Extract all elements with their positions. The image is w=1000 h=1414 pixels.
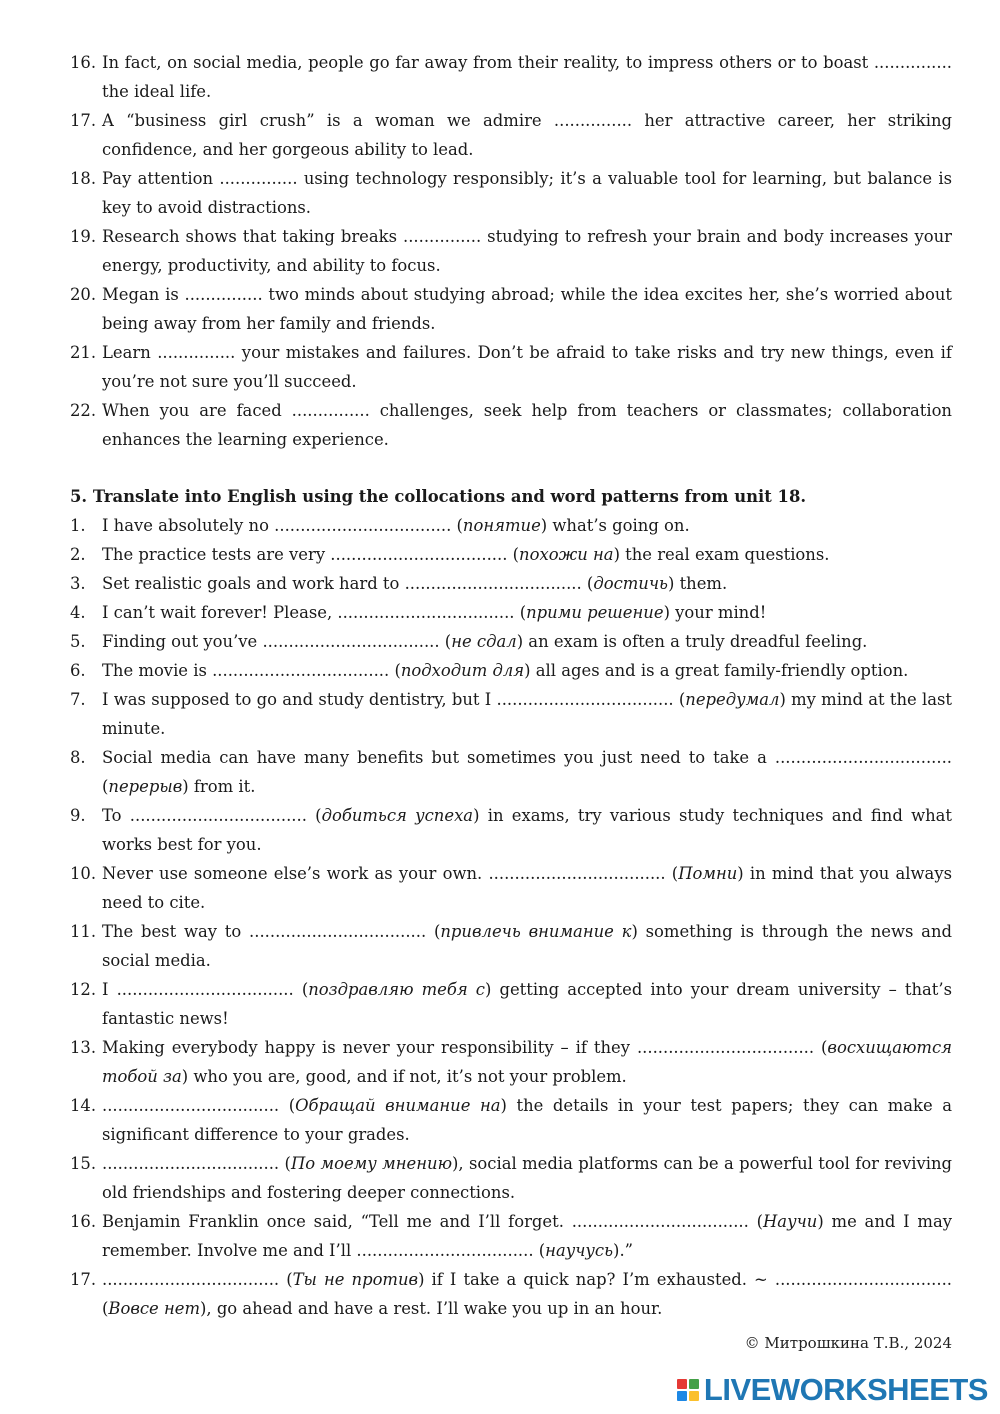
- item-text: [102, 540, 952, 569]
- item-number: 18.: [70, 169, 97, 188]
- sentence-fragment: ) them.: [667, 574, 728, 593]
- item-text: [102, 1265, 952, 1323]
- sentence-fragment: In fact, on social media, people go far away from their reality, to impress others or to boast ............... the ideal life.: [102, 53, 952, 101]
- item-number: 7.: [70, 690, 86, 709]
- sentence-fragment: .................................. (: [102, 1154, 291, 1173]
- sentence-fragment: .................................. (: [102, 1096, 296, 1115]
- list-item: [70, 917, 952, 975]
- logo-square: [689, 1379, 699, 1389]
- item-number: 13.: [70, 1038, 97, 1057]
- sentence-fragment: Set realistic goals and work hard to .................................. (: [102, 574, 594, 593]
- sentence-fragment: I can’t wait forever! Please, .................................. (: [102, 603, 527, 622]
- sentence-fragment: ) in mind that you always need to cite.: [102, 864, 952, 912]
- item-text: [102, 975, 952, 1033]
- sentence-fragment: Making everybody happy is never your responsibility – if they .................................. (: [102, 1038, 828, 1057]
- russian-hint: поздравляю тебя с: [308, 980, 485, 999]
- sentence-fragment: Megan is ............... two minds about studying abroad; while the idea excites her, she’s worried about being away from her family and friends.: [102, 285, 952, 333]
- list-item: [70, 1149, 952, 1207]
- item-text: [102, 48, 952, 106]
- item-text: [102, 164, 952, 222]
- item-text: [102, 569, 952, 598]
- liveworksheets-logo-icon: [677, 1379, 699, 1401]
- item-number: 19.: [70, 227, 97, 246]
- sentence-fragment: The movie is .................................. (: [102, 661, 401, 680]
- russian-hint: По моему мнению: [290, 1154, 453, 1173]
- list-item: [70, 338, 952, 396]
- item-number: 2.: [70, 545, 86, 564]
- item-text: [102, 685, 952, 743]
- item-number: 14.: [70, 1096, 97, 1115]
- item-text: [102, 656, 952, 685]
- item-text: [102, 1207, 952, 1265]
- sentence-fragment: ) an exam is often a truly dreadful feeling.: [516, 632, 868, 651]
- sentence-fragment: Research shows that taking breaks ............... studying to refresh your brain and body increases your energy, productivity, and ability to focus.: [102, 227, 952, 275]
- item-number: 4.: [70, 603, 86, 622]
- russian-hint: подходит для: [400, 661, 525, 680]
- logo-square: [677, 1379, 687, 1389]
- exercise-5-list: [70, 511, 952, 1323]
- sentence-fragment: A “business girl crush” is a woman we admire ............... her attractive career, her striking confidence, and her gorgeous ability to lead.: [102, 111, 952, 159]
- copyright-notice: © Митрошкина Т.В., 2024: [744, 1334, 952, 1352]
- list-item: [70, 569, 952, 598]
- item-number: 11.: [70, 922, 97, 941]
- item-number: 22.: [70, 401, 97, 420]
- sentence-fragment: ) from it.: [182, 777, 256, 796]
- item-number: 1.: [70, 516, 86, 535]
- item-text: [102, 598, 952, 627]
- russian-hint: не сдал: [451, 632, 517, 651]
- logo-square: [689, 1391, 699, 1401]
- sentence-fragment: When you are faced ............... challenges, seek help from teachers or classmates; collaboration enhances the learning experience.: [102, 401, 952, 449]
- russian-hint: понятие: [462, 516, 541, 535]
- list-item: [70, 1091, 952, 1149]
- sentence-fragment: Finding out you’ve .................................. (: [102, 632, 452, 651]
- logo-square: [677, 1391, 687, 1401]
- item-number: 8.: [70, 748, 86, 767]
- list-item: [70, 859, 952, 917]
- sentence-fragment: Pay attention ............... using technology responsibly; it’s a valuable tool for learning, but balance is key to avoid distractions.: [102, 169, 952, 217]
- sentence-fragment: ) who you are, good, and if not, it’s not your problem.: [181, 1067, 627, 1086]
- sentence-fragment: ) what’s going on.: [540, 516, 690, 535]
- list-item: [70, 222, 952, 280]
- exercise-5-heading: 5. Translate into English using the collocations and word patterns from unit 18.: [70, 487, 807, 506]
- russian-hint: достичь: [593, 574, 668, 593]
- item-text: [102, 1091, 952, 1149]
- russian-hint: прими решение: [526, 603, 664, 622]
- russian-hint: добиться успеха: [321, 806, 474, 825]
- list-item: [70, 511, 952, 540]
- item-text: [102, 917, 952, 975]
- sentence-fragment: ) your mind!: [663, 603, 767, 622]
- russian-hint: Обращай внимание на: [295, 1096, 501, 1115]
- sentence-fragment: ) all ages and is a great family-friendly option.: [524, 661, 909, 680]
- item-number: 16.: [70, 1212, 97, 1231]
- russian-hint: похожи на: [519, 545, 614, 564]
- item-text: [102, 280, 952, 338]
- sentence-fragment: ).”: [613, 1241, 634, 1260]
- sentence-fragment: ) me and I may remember. Involve me and I’ll .................................. (: [102, 1212, 952, 1260]
- item-number: 12.: [70, 980, 97, 999]
- sentence-fragment: The practice tests are very .................................. (: [102, 545, 520, 564]
- item-number: 17.: [70, 111, 97, 130]
- list-item: [70, 1033, 952, 1091]
- sentence-fragment: ) my mind at the last minute.: [102, 690, 953, 738]
- item-text: [102, 338, 952, 396]
- russian-hint: научусь: [545, 1241, 614, 1260]
- item-text: [102, 1033, 952, 1091]
- item-text: [102, 222, 952, 280]
- list-item: [70, 106, 952, 164]
- russian-hint: Помни: [678, 864, 738, 883]
- sentence-fragment: The best way to .................................. (: [102, 922, 441, 941]
- liveworksheets-logo[interactable]: [677, 1372, 988, 1408]
- item-number: 5.: [70, 632, 86, 651]
- sentence-fragment: ), social media platforms can be a powerful tool for reviving old friendships and fostering deeper connections.: [102, 1154, 953, 1202]
- list-item: [70, 48, 952, 106]
- item-text: [102, 1149, 952, 1207]
- list-item: [70, 975, 952, 1033]
- russian-hint: Ты не против: [292, 1270, 419, 1289]
- item-text: [102, 801, 952, 859]
- item-number: 3.: [70, 574, 86, 593]
- item-text: [102, 511, 952, 540]
- item-text: [102, 627, 952, 656]
- sentence-fragment: Never use someone else’s work as your own. .................................. (: [102, 864, 679, 883]
- sentence-fragment: Benjamin Franklin once said, “Tell me and I’ll forget. .................................. (: [102, 1212, 764, 1231]
- item-number: 9.: [70, 806, 86, 825]
- item-text: [102, 396, 952, 454]
- russian-hint: перерыв: [108, 777, 183, 796]
- exercise-4-list: [70, 48, 952, 454]
- item-number: 20.: [70, 285, 97, 304]
- item-number: 6.: [70, 661, 86, 680]
- sentence-fragment: ) if I take a quick nap? I’m exhausted. ~ .................................. (: [102, 1270, 952, 1318]
- russian-hint: восхищаются тобой за: [102, 1038, 952, 1086]
- item-number: 17.: [70, 1270, 97, 1289]
- list-item: [70, 1207, 952, 1265]
- list-item: [70, 396, 952, 454]
- list-item: [70, 656, 952, 685]
- sentence-fragment: ) getting accepted into your dream university – that’s fantastic news!: [102, 980, 952, 1028]
- russian-hint: Вовсе нет: [108, 1299, 200, 1318]
- sentence-fragment: ), go ahead and have a rest. I’ll wake you up in an hour.: [200, 1299, 663, 1318]
- sentence-fragment: To .................................. (: [102, 806, 322, 825]
- sentence-fragment: Learn ............... your mistakes and failures. Don’t be afraid to take risks and try new things, even if you’re not sure you’ll succeed.: [102, 343, 952, 391]
- sentence-fragment: .................................. (: [102, 1270, 293, 1289]
- sentence-fragment: ) in exams, try various study techniques and find what works best for you.: [102, 806, 953, 854]
- sentence-fragment: Social media can have many benefits but sometimes you just need to take a .................................. (: [102, 748, 952, 796]
- list-item: [70, 1265, 952, 1323]
- sentence-fragment: ) something is through the news and social media.: [102, 922, 952, 970]
- russian-hint: Научи: [763, 1212, 818, 1231]
- sentence-fragment: ) the real exam questions.: [613, 545, 830, 564]
- russian-hint: передумал: [685, 690, 780, 709]
- item-number: 10.: [70, 864, 97, 883]
- item-text: [102, 743, 952, 801]
- list-item: [70, 164, 952, 222]
- list-item: [70, 801, 952, 859]
- sentence-fragment: I .................................. (: [102, 980, 309, 999]
- list-item: [70, 598, 952, 627]
- russian-hint: привлечь внимание к: [440, 922, 632, 941]
- logo-text: LIVEWORKSHEETS: [703, 1372, 988, 1407]
- item-number: 21.: [70, 343, 97, 362]
- item-number: 15.: [70, 1154, 97, 1173]
- sentence-fragment: ) the details in your test papers; they can make a significant difference to your grades.: [102, 1096, 952, 1144]
- list-item: [70, 685, 952, 743]
- list-item: [70, 280, 952, 338]
- item-text: [102, 106, 952, 164]
- item-text: [102, 859, 952, 917]
- item-number: 16.: [70, 53, 97, 72]
- list-item: [70, 627, 952, 656]
- list-item: [70, 540, 952, 569]
- sentence-fragment: I was supposed to go and study dentistry, but I .................................. (: [102, 690, 686, 709]
- list-item: [70, 743, 952, 801]
- sentence-fragment: I have absolutely no .................................. (: [102, 516, 463, 535]
